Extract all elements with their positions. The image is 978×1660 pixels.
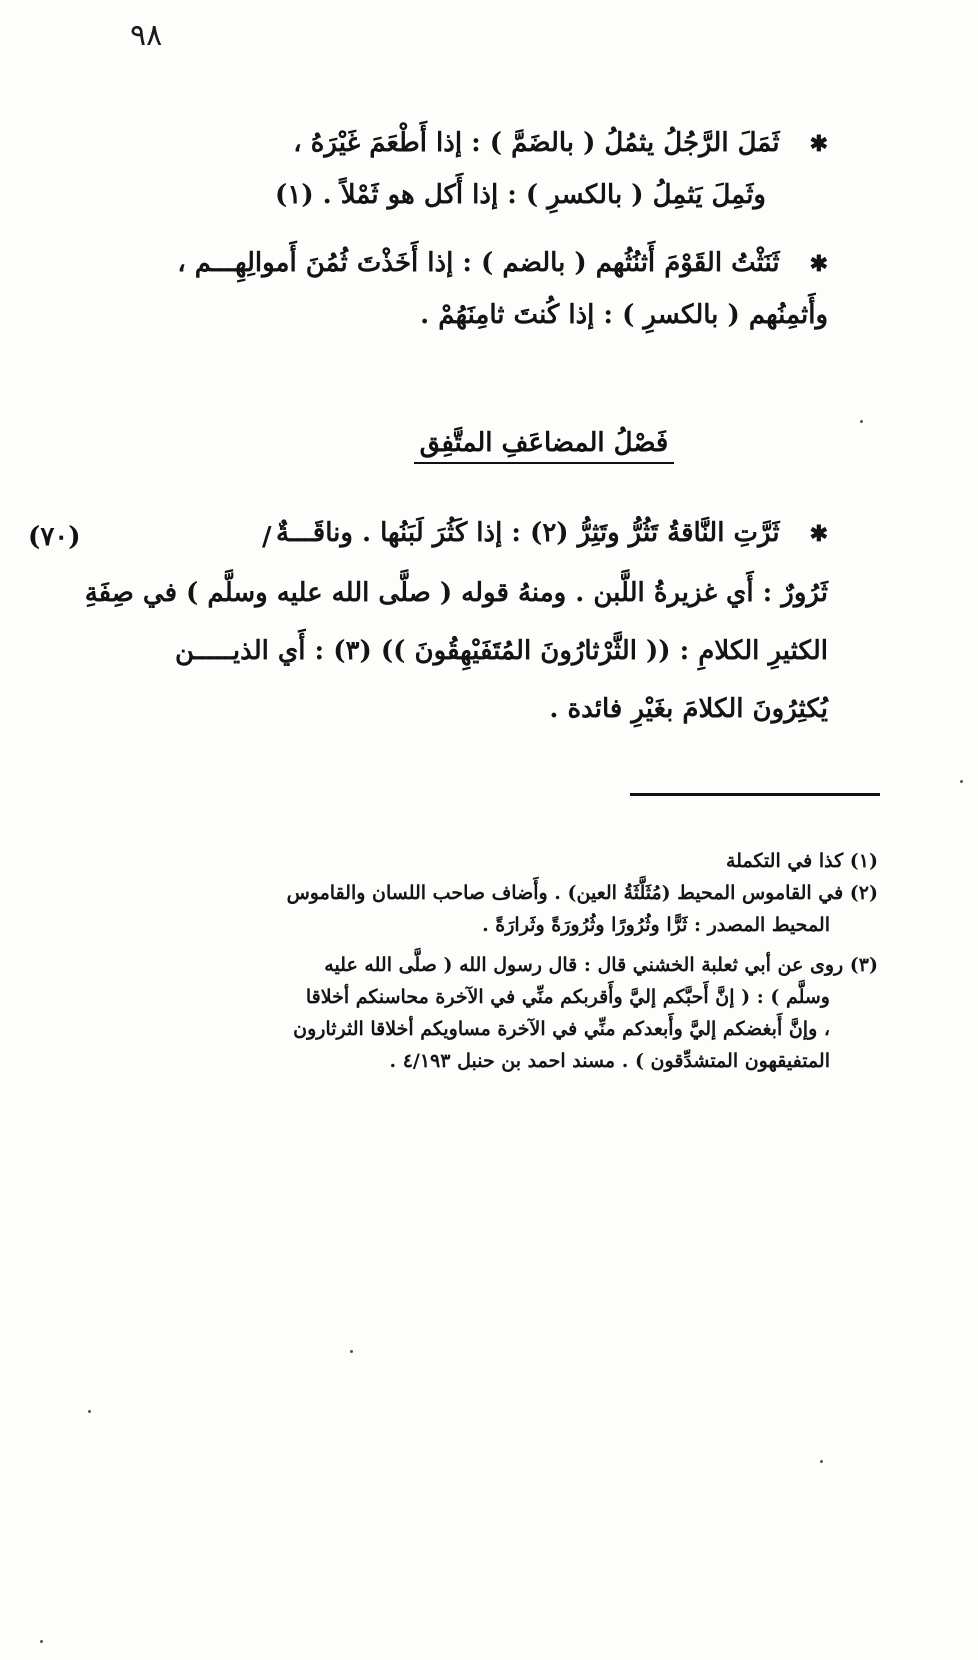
asterisk-icon: ✱ — [809, 521, 828, 547]
footnote-3: (٣) روى عن أبي ثعلبة الخشني قال : قال رسول الله ( صلَّى الله عليه — [324, 954, 878, 976]
footnote-2-cont: المحيط المصدر : ثَرًّا وثُرُورًا وثُرُورَةً وثَرارَةً . — [482, 914, 830, 936]
scan-speck — [88, 1410, 91, 1413]
entry-2-line-1-text: ثَنَثْتُ القَوْمَ أَثنُثُهم ( بالضم ) : إذا أَخَذْتَ ثُمُنَ أَموالِهِـــم ، — [177, 248, 780, 278]
entry-1-line-1 — [293, 128, 828, 159]
footnote-3-cont-3: المتفيقهون المتشدِّقون ) . مسند احمد بن حنبل ٤/١٩٣ . — [389, 1050, 830, 1072]
footnote-3-cont-2: ، وإنَّ أَبغضكم إليَّ وأَبعدكم منِّي في الآخرة مساويكم أخلاقا الثرثارون — [293, 1018, 830, 1040]
reference-number: (٧٠) — [28, 522, 81, 552]
entry-3-line-2: ثَرُورٌ : أَي غزيرةُ اللَّبن . ومنهُ قوله ( صلَّى الله عليه وسلَّم ) في صِفَةِ — [84, 578, 828, 608]
footnote-2: (٢) في القاموس المحيط (مُثَلَّثَةُ العين) . وأَضاف صاحب اللسان والقاموس — [286, 882, 878, 904]
page-number: ٩٨ — [130, 18, 163, 53]
scan-speck — [350, 1350, 353, 1353]
entry-3-line-4: يُكثِرُونَ الكلامَ بغَيْرِ فائدة . — [549, 694, 828, 724]
entry-3-line-1 — [276, 518, 828, 549]
scan-speck — [820, 1460, 823, 1463]
scan-speck — [860, 420, 863, 423]
section-title — [0, 428, 978, 464]
page-break-slash: / — [262, 522, 272, 552]
footnote-divider — [630, 793, 880, 796]
footnote-1: (١) كذا في التكملة — [725, 850, 878, 872]
asterisk-icon: ✱ — [809, 131, 828, 157]
entry-3-line-1-text: ثَرَّتِ النَّاقةُ تَثُرُّ وتَثِرُّ (٢) : إذا كَثُرَ لَبَنُها . وناقَـــةٌ — [276, 518, 780, 548]
entry-1-line-2: وثَمِلَ يَثمِلُ ( بالكسرِ ) : إذا أَكل هو ثَمْلاً . (١) — [275, 180, 766, 210]
entry-2-line-2: وأَثمِنُهم ( بالكسرِ ) : إذا كُنتَ ثامِنَهُمْ . — [420, 300, 828, 330]
asterisk-icon: ✱ — [809, 251, 828, 277]
section-title-text: فَصْلُ المضاعَفِ المتَّفِق — [414, 428, 675, 464]
scan-speck — [40, 1640, 43, 1643]
entry-2-line-1 — [177, 248, 828, 279]
entry-1-line-1-text: ثَمَلَ الرَّجُلُ يثمُلُ ( بالضَمَّ ) : إذا أَطْعَمَ غَيْرَهُ ، — [293, 128, 780, 158]
scan-speck — [960, 780, 963, 783]
footnote-3-cont-1: وسلَّم ) : ( إنَّ أَحبَّكم إليَّ وأَقربكم منِّي في الآخرة محاسنكم أخلاقا — [305, 986, 830, 1008]
entry-3-line-3: الكثيرِ الكلامِ : (( الثَّرْثارُونَ المُتَفَيْهِقُونَ )) (٣) : أَي الذيـــــن — [174, 636, 828, 666]
